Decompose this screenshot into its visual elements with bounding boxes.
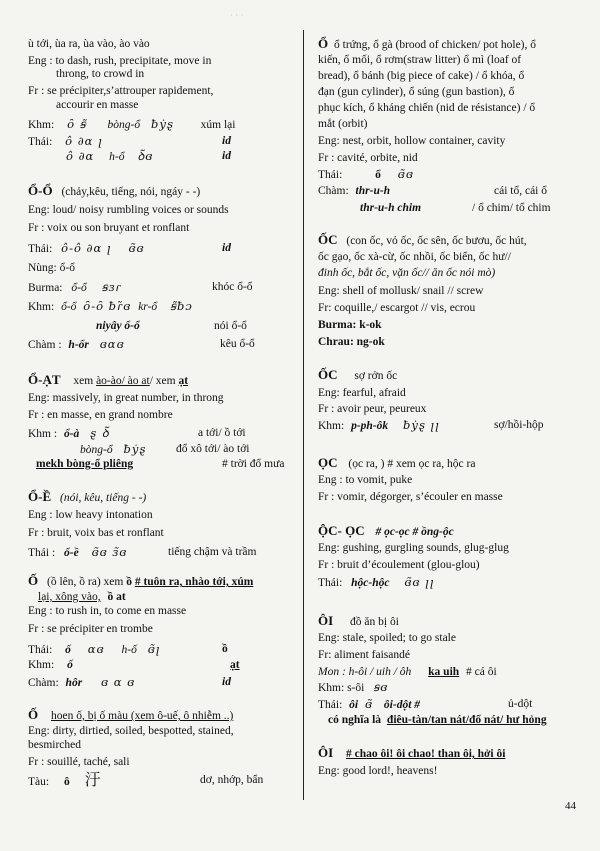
column-divider <box>303 30 304 800</box>
cham-script-glyph: ɞɑɞ <box>99 337 125 351</box>
thai-script-glyph: ɞ̃ɞ <box>128 241 145 255</box>
entry-headword-o-nest: Ổ ổ trứng, ổ gà (brood of chicken/ pot hole), ổ <box>318 36 537 51</box>
khmer-script-glyph: ȏ ꞩ̃ <box>67 117 87 131</box>
entry-headword-oc-vomit: ỌC (ọc ra, ) # xem ọc ra, hộc ra <box>318 455 476 470</box>
thai-script-glyph: ɞ̃ɞ ɜ̃ɞ <box>91 545 128 559</box>
english-gloss: Eng: gushing, gurgling sounds, glug-glug <box>318 542 509 554</box>
english-gloss: Eng: dirty, dirtied, soiled, bespotted, stained, <box>28 725 234 737</box>
khmer-line: Khm : ổ-à ȿ ꝺ̃ a tới/ ồ tới <box>28 426 246 440</box>
thai-script-glyph: ꝺ̃ɞ <box>137 149 154 163</box>
french-gloss: Fr : bruit d’écoulement (glou-glou) <box>318 559 480 571</box>
entry-body-line: đạn (gun cylinder), ổ súng (gun bastion), ổ <box>318 86 515 98</box>
english-gloss: Eng: fearful, afraid <box>318 387 406 399</box>
french-gloss: Fr : vomir, dégorger, s’écouler en masse <box>318 491 503 503</box>
nung-line: Nùng: ổ-ổ <box>28 262 75 274</box>
french-gloss: Fr: aliment faisandé <box>318 649 410 661</box>
thai-line: Thái: ô ∂ɑ ꞁ id <box>28 134 231 148</box>
burma-line: Burma: k-ok <box>318 319 382 331</box>
chinese-character-glyph: 汙 <box>84 770 101 789</box>
french-gloss: Fr : souillé, taché, sali <box>28 756 130 768</box>
english-gloss: Eng : low heavy intonation <box>28 509 153 521</box>
entry-body-line: bread), ổ bánh (big piece of cake) / ổ khóa, ổ <box>318 70 525 82</box>
thai-script-glyph: ô ∂ɑ ꞁ <box>65 134 103 148</box>
thai-line: Thái: ố ɑɞ h-ố ɞ̃ꞁ ồ <box>28 642 228 656</box>
entry-headword-oc-shell: ỐC (con ốc, vỏ ốc, ốc sên, ốc bươu, ốc hút, <box>318 232 527 247</box>
bleed-through-text: · · · <box>230 10 244 20</box>
mon-line: Mon : h-ôi / uih / ôh ka uih # cá ôi <box>318 666 497 678</box>
english-gloss-cont: throng, to crowd in <box>56 68 145 80</box>
entry-continuation-head: ù tới, ùa ra, ùa vào, ào vào <box>28 38 150 50</box>
entry-headword-o-o: Ổ-Ổ (chảy,kêu, tiếng, nói, ngáy - -) <box>28 183 201 198</box>
chinese-line: Tàu: ô 汙 dơ, nhớp, bẩn <box>28 770 264 789</box>
thai-script-glyph: ô ∂ɑ <box>66 149 95 163</box>
entry-headword-cont: lại, xông vào, ồ at <box>38 591 126 603</box>
burma-line: Burma: ổ-ổ ꞩɜɾ khóc ổ-ổ <box>28 280 253 294</box>
english-gloss: Eng: massively, in great number, in throng <box>28 392 224 404</box>
french-gloss: Fr : bruit, voix bas et ronflant <box>28 527 164 539</box>
entry-body-line: ốc gạo, ốc xà-cừ, ốc nhồi, ốc biển, ốc hư// <box>318 251 511 263</box>
khmer-line: Khm: p-ph-ôk ƀẏȿ ꞁꞁ sợ/hồi-hộp <box>318 418 544 432</box>
cham-script-glyph: ɞ ɑ ɞ <box>101 675 136 689</box>
khmer-script-glyph: ƀẏȿ ꞁꞁ <box>403 418 440 432</box>
cham-line-2: thr-u-h chim / ổ chim/ tổ chim <box>360 202 551 214</box>
thai-script-glyph: ɞ̃ɞ <box>397 167 414 181</box>
cham-line: Chàm: thr-u-h cái tổ, cái ổ <box>318 185 548 197</box>
thai-line: Thái: hộc-hộc ɞ̃ɞ ꞁꞁ <box>318 575 435 589</box>
french-gloss: Fr: coquille,/ escargot // vis, ecrou <box>318 302 476 314</box>
entry-body-line: mắt (orbit) <box>318 118 368 130</box>
english-gloss: Eng: good lord!, heavens! <box>318 765 438 777</box>
khmer-line-2: niyây ổ-ổ nói ổ-ổ <box>96 320 247 332</box>
french-gloss: Fr : voix ou son bruyant et ronflant <box>28 222 190 234</box>
khmer-script-glyph: ȏ-ȏ ƀɾ̃ɞ <box>83 299 132 313</box>
thai-line-2: có nghĩa là điêu-tàn/tan nát/đổ nát/ hư hỏng <box>328 714 547 726</box>
entry-headword-o-e: Ổ-Ề (nói, kêu, tiếng - -) <box>28 489 147 504</box>
khmer-script-glyph: ꞩ̃ƀɔ <box>170 299 193 313</box>
entry-headword-o-hoen: Ố hoen ố, bị ố màu (xem ô-uế, ô nhiễm ..) <box>28 707 234 722</box>
entry-body-line: đinh ốc, bắt ốc, vặn ốc// ăn ốc nói mò) <box>318 267 496 279</box>
entry-headword-oc-fear: ỐC sợ rởn ốc <box>318 367 398 382</box>
khmer-script-glyph: ƀẏȿ <box>151 117 174 131</box>
english-gloss: Eng : to vomit, puke <box>318 474 413 486</box>
thai-script-glyph: ɞ̃ <box>364 697 374 711</box>
entry-headword-oi-stale: ÔI đồ ăn bị ôi <box>318 613 399 628</box>
cham-line: Chàm : h-ổr ɞɑɞ kêu ổ-ổ <box>28 337 255 351</box>
khmer-line: Khm: ổ-ổ ȏ-ȏ ƀɾ̃ɞ kr-ổ ꞩ̃ƀɔ <box>28 299 193 313</box>
english-gloss-cont: besmirched <box>28 739 82 751</box>
english-gloss: Eng : to dash, rush, precipitate, move in <box>28 55 212 67</box>
thai-script-glyph: ɞ̃ɞ ꞁꞁ <box>404 575 435 589</box>
french-gloss: Fr : cavité, orbite, nid <box>318 152 418 164</box>
thai-script-glyph: ɑɞ <box>87 642 105 656</box>
khmer-line-2: bòng-ổ ƀẏȿ đổ xô tới/ ào tới <box>80 442 250 456</box>
entry-body-line: phục kích, ổ kháng chiến (nid de résistance) / ổ <box>318 102 536 114</box>
khmer-script-glyph: ȿ ꝺ̃ <box>90 426 110 440</box>
english-gloss: Eng: loud/ noisy rumbling voices or sounds <box>28 204 229 216</box>
thai-script-glyph: ɞ̃ꞁ <box>147 642 161 656</box>
entry-body-line: kiến, ổ mối, ổ rơm(straw litter) ổ mì (loaf of <box>318 54 522 66</box>
english-gloss: Eng: stale, spoiled; to go stale <box>318 632 456 644</box>
burma-script-glyph: ꞩɜɾ <box>101 280 122 294</box>
french-gloss-cont: accourir en masse <box>56 99 139 111</box>
entry-headword-o-len: Ố (ồ lên, ồ ra) xem ồ # tuôn ra, nhào tới, xúm <box>28 573 254 588</box>
entry-headword-oi-exclaim: ÔI # chao ôi! ôi chao! than ôi, hởi ôi <box>318 745 506 760</box>
cham-line: Chàm: hôr ɞ ɑ ɞ id <box>28 675 231 689</box>
thai-line: Thái: ôi ɞ̃ ôi-dột # ủ-dột <box>318 697 533 711</box>
thai-line: Thái : ổ-ề ɞ̃ɞ ɜ̃ɞ tiếng chậm và trầm <box>28 545 257 559</box>
khmer-line: Khm: s-ôi ꞩɞ <box>318 680 389 694</box>
khmer-script-glyph: ƀẏȿ <box>123 442 147 456</box>
page-number: 44 <box>565 800 576 812</box>
khmer-script-glyph: ꞩɞ <box>373 680 389 694</box>
thai-line: Thái: ô-ô ∂ɑ ꞁ ɞ̃ɞ id <box>28 241 231 255</box>
khmer-line: Khm: ố ạt <box>28 659 240 671</box>
french-gloss: Fr : en masse, en grand nombre <box>28 409 173 421</box>
thai-line-2: ô ∂ɑ h-ổ ꝺ̃ɞ id <box>66 149 231 163</box>
french-gloss: Fr : avoir peur, peureux <box>318 403 427 415</box>
entry-headword-oc-oc: ỘC- ỌC # ọc-ọc # ồng-ộc <box>318 523 454 538</box>
khmer-line-3: mekh bòng-ổ pliêng # trời đổ mưa <box>36 458 285 470</box>
english-gloss: Eng : to rush in, to come en masse <box>28 605 187 617</box>
khmer-line: Khm: ȏ ꞩ̃ bòng-ổ ƀẏȿ xúm lại <box>28 117 236 131</box>
english-gloss: Eng: shell of mollusk/ snail // screw <box>318 285 484 297</box>
french-gloss: Fr : se précipiter en trombe <box>28 623 153 635</box>
french-gloss: Fr : se précipiter,s’attrouper rapidement, <box>28 85 214 97</box>
thai-script-glyph: ô-ô ∂ɑ ꞁ <box>61 241 112 255</box>
entry-headword-o-at: Ổ-ẠT xem ào-ào/ ào at/ xem ạt <box>28 372 189 387</box>
english-gloss: Eng: nest, orbit, hollow container, cavity <box>318 135 506 147</box>
chrau-line: Chrau: ng-ok <box>318 336 385 348</box>
thai-line: Thái: ổ ɞ̃ɞ <box>318 167 414 181</box>
